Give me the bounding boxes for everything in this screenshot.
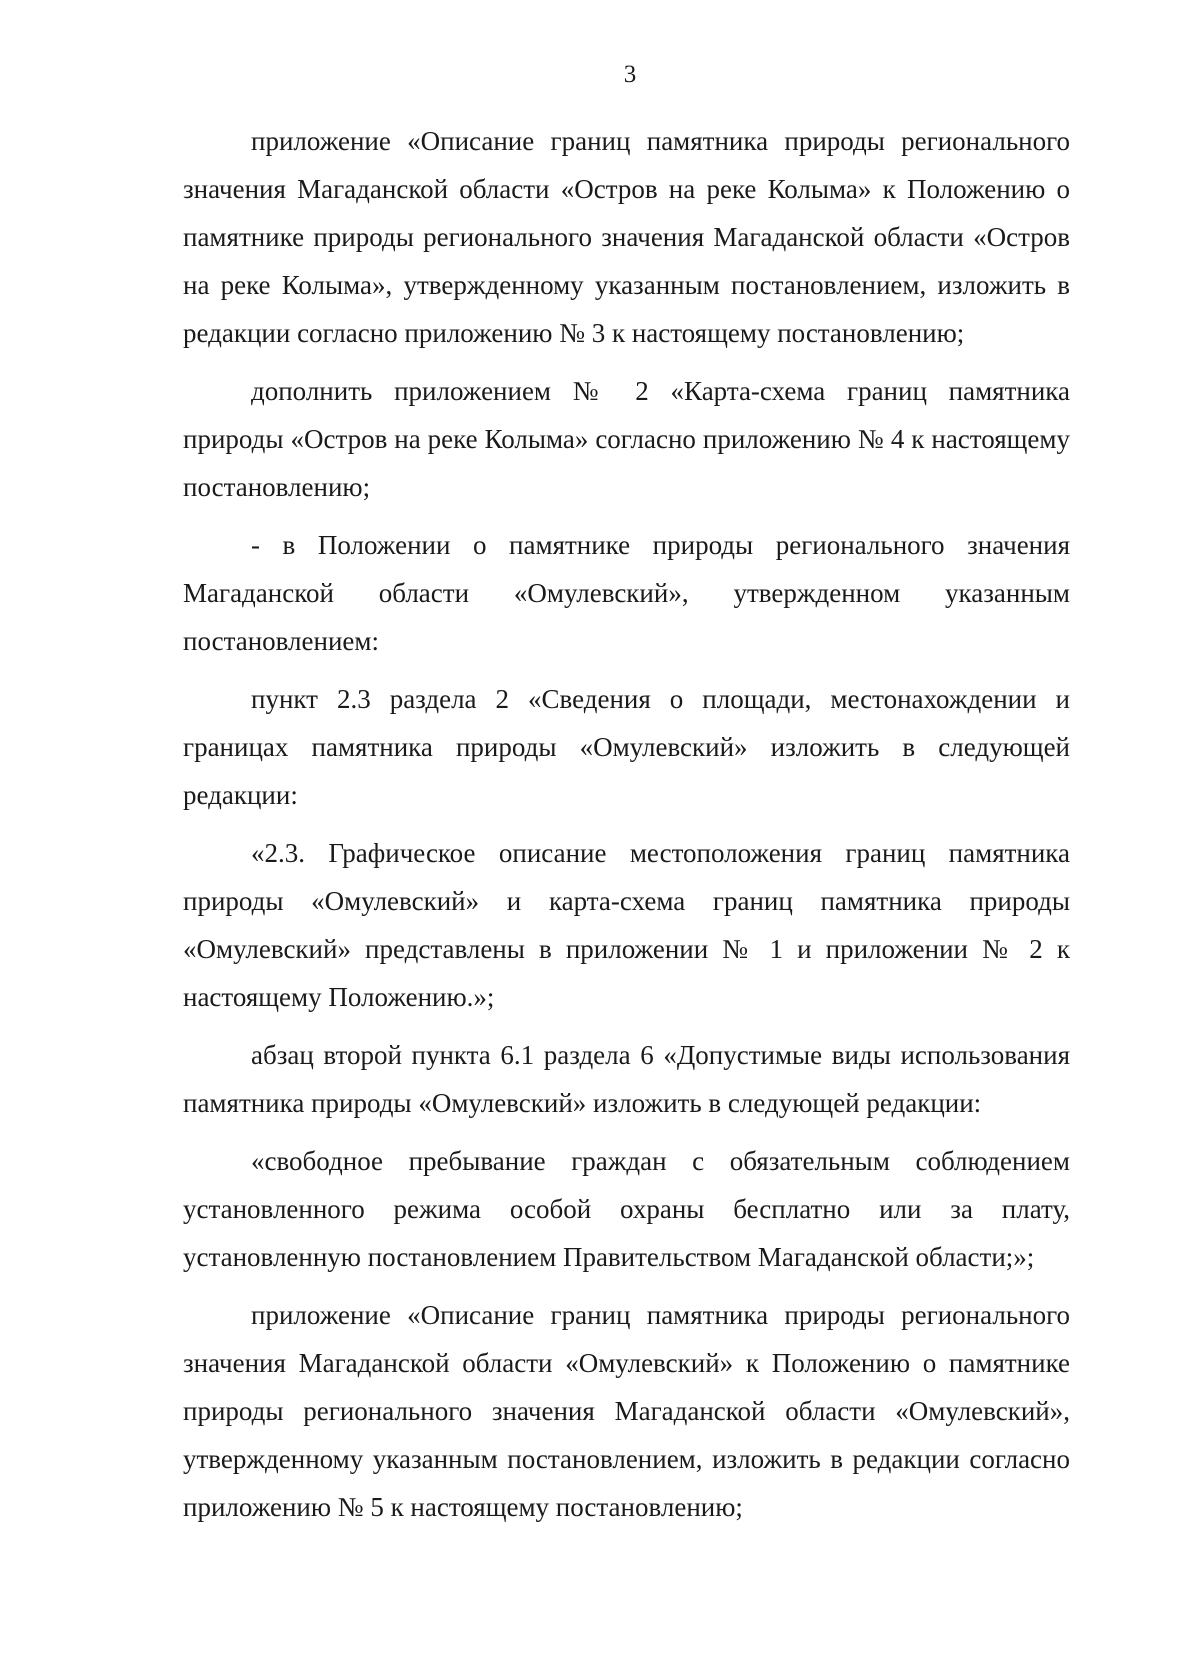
paragraph-kolyma-description: приложение «Описание границ памятника природы регионального значения Магаданской области «Остров на реке Колыма» к Положению о памятнике природы регионального значения Магаданской области «Остров на реке Колыма», утвержденному указанным постановлением, изложить в редакции согласно приложению № 3 к настоящему постановлению; [183,126,1070,348]
paragraph-kolyma-map-appendix: дополнить приложением № 2 «Карта-схема границ памятника природы «Остров на реке Колыма» согласно приложению № 4 к настоящему постановлению; [183,376,1070,502]
paragraph-point-6-1: абзац второй пункта 6.1 раздела 6 «Допустимые виды использования памятника природы «Омулевский» изложить в следующей редакции: [183,1040,1070,1118]
paragraph-omulevsky-regulation: - в Положении о памятнике природы регионального значения Магаданской области «Омулевский», утвержденном указанным постановлением: [183,530,1070,656]
page-number: 3 [623,61,637,88]
paragraph-point-6-1-text: «свободное пребывание граждан с обязательным соблюдением установленного режима особой охраны бесплатно или за плату, установленную постановлением Правительством Магаданской области;»; [183,1146,1070,1272]
document-body [183,117,1070,1541]
paragraph-omulevsky-description: приложение «Описание границ памятника природы регионального значения Магаданской области «Омулевский» к Положению о памятнике природы регионального значения Магаданской области «Омулевский», утвержденному указанным постановлением, изложить в редакции согласно приложению № 5 к настоящему постановлению; [183,1300,1070,1522]
paragraph-point-2-3: пункт 2.3 раздела 2 «Сведения о площади, местонахождении и границах памятника природы «Омулевский» изложить в следующей редакции: [183,684,1070,810]
paragraph-point-2-3-text: «2.3. Графическое описание местоположения границ памятника природы «Омулевский» и карта-схема границ памятника природы «Омулевский» представлены в приложении № 1 и приложении № 2 к настоящему Положению.»; [183,838,1070,1012]
